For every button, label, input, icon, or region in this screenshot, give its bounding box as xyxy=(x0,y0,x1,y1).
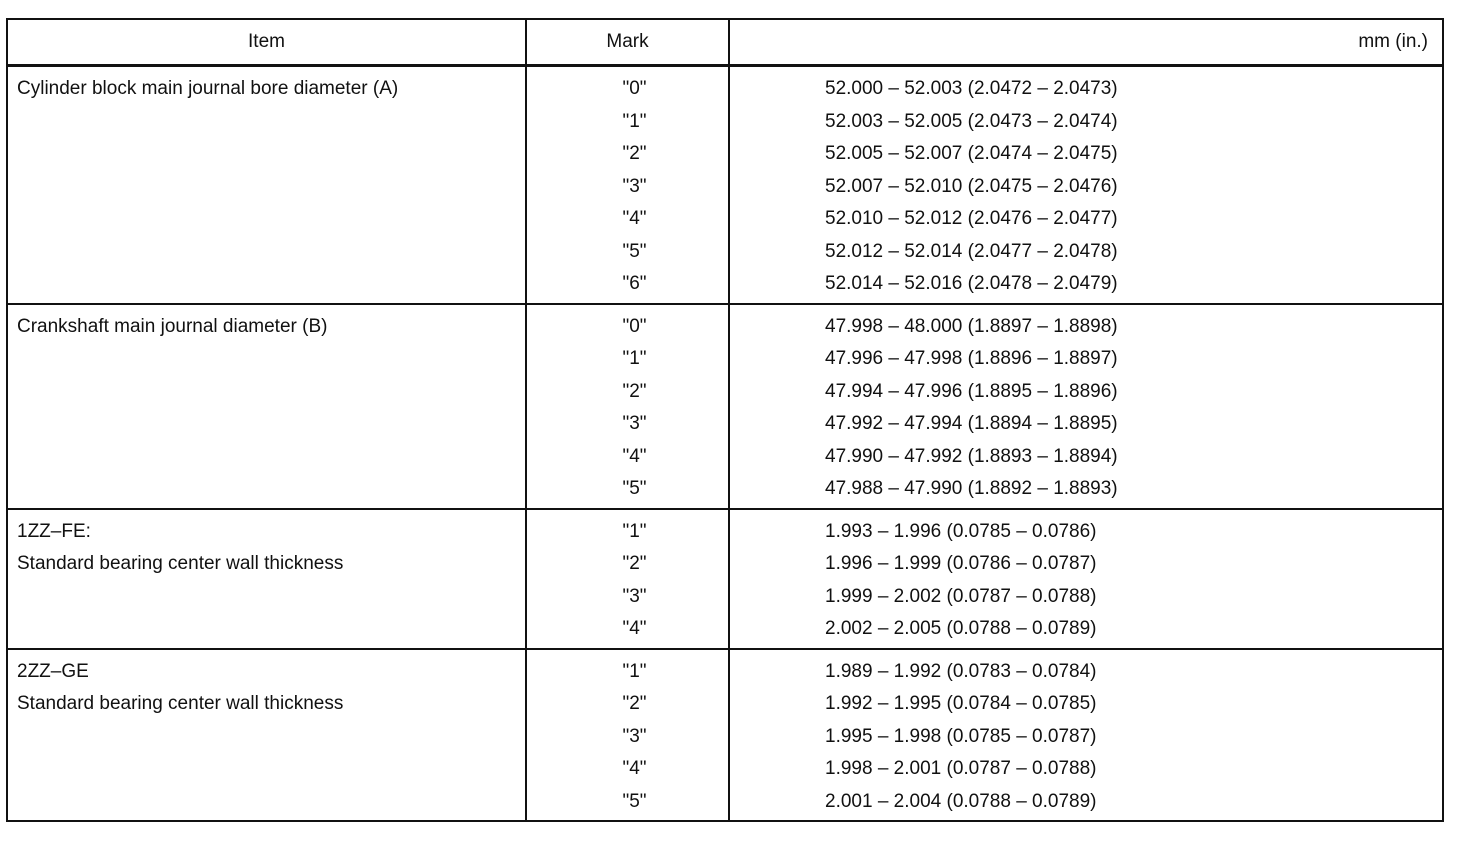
table-body xyxy=(7,66,1443,822)
spec-value: 1.995 – 1.998 (0.0785 – 0.0787) xyxy=(825,725,1097,747)
mark-label: "2" xyxy=(622,553,647,574)
item-label: Standard bearing center wall thickness xyxy=(17,553,344,574)
mark-label: "4" xyxy=(622,445,647,467)
mark-label: "3" xyxy=(622,725,647,747)
item-cell xyxy=(7,304,526,509)
item-cell xyxy=(7,649,526,822)
spec-value: 1.993 – 1.996 (0.0785 – 0.0786) xyxy=(825,520,1097,542)
spec-value: 47.998 – 48.000 (1.8897 – 1.8898) xyxy=(825,315,1118,337)
mark-label: "4" xyxy=(622,758,647,779)
mark-label: "4" xyxy=(622,208,647,229)
value-cell xyxy=(729,66,1443,304)
spec-value: 47.994 – 47.996 (1.8895 – 1.8896) xyxy=(825,380,1118,402)
spec-value: 1.998 – 2.001 (0.0787 – 0.0788) xyxy=(825,758,1097,779)
item-label: 2ZZ–GE xyxy=(17,660,89,682)
spec-value: 1.992 – 1.995 (0.0784 – 0.0785) xyxy=(825,693,1097,714)
spec-value: 47.988 – 47.990 (1.8892 – 1.8893) xyxy=(825,478,1118,499)
value-cell xyxy=(729,649,1443,822)
mark-cell xyxy=(526,649,729,822)
item-cell xyxy=(7,509,526,649)
mark-label: "4" xyxy=(622,618,647,639)
spec-value: 1.989 – 1.992 (0.0783 – 0.0784) xyxy=(825,660,1097,682)
item-label: Standard bearing center wall thickness xyxy=(17,693,344,714)
spec-value: 47.996 – 47.998 (1.8896 – 1.8897) xyxy=(825,348,1118,369)
table-row-group xyxy=(7,649,1443,822)
spec-value: 52.010 – 52.012 (2.0476 – 2.0477) xyxy=(825,208,1118,229)
mark-label: "2" xyxy=(622,143,647,164)
mark-label: "3" xyxy=(622,585,647,607)
mark-label: "2" xyxy=(622,380,647,402)
spec-value: 2.002 – 2.005 (0.0788 – 0.0789) xyxy=(825,618,1097,639)
mark-label: "1" xyxy=(622,348,647,369)
column-header-unit: mm (in.) xyxy=(729,19,1443,66)
mark-label: "6" xyxy=(622,273,647,294)
column-header-mark: Mark xyxy=(526,19,729,66)
mark-cell xyxy=(526,509,729,649)
item-label: 1ZZ–FE: xyxy=(17,520,91,542)
spec-value: 1.996 – 1.999 (0.0786 – 0.0787) xyxy=(825,553,1097,574)
mark-label: "5" xyxy=(622,790,647,812)
table-row-group xyxy=(7,304,1443,509)
mark-cell xyxy=(526,66,729,304)
mark-cell xyxy=(526,304,729,509)
mark-label: "3" xyxy=(622,413,647,434)
spec-value: 52.007 – 52.010 (2.0475 – 2.0476) xyxy=(825,175,1118,197)
spec-table xyxy=(6,18,1444,822)
spec-value: 52.000 – 52.003 (2.0472 – 2.0473) xyxy=(825,78,1118,99)
spec-value: 47.992 – 47.994 (1.8894 – 1.8895) xyxy=(825,413,1118,434)
mark-label: "0" xyxy=(622,315,647,337)
spec-value: 52.005 – 52.007 (2.0474 – 2.0475) xyxy=(825,143,1118,164)
mark-label: "1" xyxy=(622,520,647,542)
spec-value: 52.014 – 52.016 (2.0478 – 2.0479) xyxy=(825,273,1118,294)
mark-label: "2" xyxy=(622,693,647,714)
table-row-group xyxy=(7,509,1443,649)
mark-label: "3" xyxy=(622,175,647,197)
mark-label: "1" xyxy=(622,110,647,132)
spec-value: 52.003 – 52.005 (2.0473 – 2.0474) xyxy=(825,110,1118,132)
column-header-item: Item xyxy=(7,19,526,66)
spec-value: 1.999 – 2.002 (0.0787 – 0.0788) xyxy=(825,585,1097,607)
table-row-group xyxy=(7,66,1443,304)
mark-label: "5" xyxy=(622,478,647,499)
value-cell xyxy=(729,304,1443,509)
spec-value: 47.990 – 47.992 (1.8893 – 1.8894) xyxy=(825,445,1118,467)
table-header-row xyxy=(7,19,1443,66)
value-cell xyxy=(729,509,1443,649)
mark-label: "1" xyxy=(622,660,647,682)
spec-value: 2.001 – 2.004 (0.0788 – 0.0789) xyxy=(825,790,1097,812)
item-cell xyxy=(7,66,526,304)
item-label: Crankshaft main journal diameter (B) xyxy=(17,315,328,337)
item-label: Cylinder block main journal bore diameter (A) xyxy=(17,78,399,99)
mark-label: "0" xyxy=(622,78,647,99)
mark-label: "5" xyxy=(622,240,647,262)
spec-value: 52.012 – 52.014 (2.0477 – 2.0478) xyxy=(825,240,1118,262)
